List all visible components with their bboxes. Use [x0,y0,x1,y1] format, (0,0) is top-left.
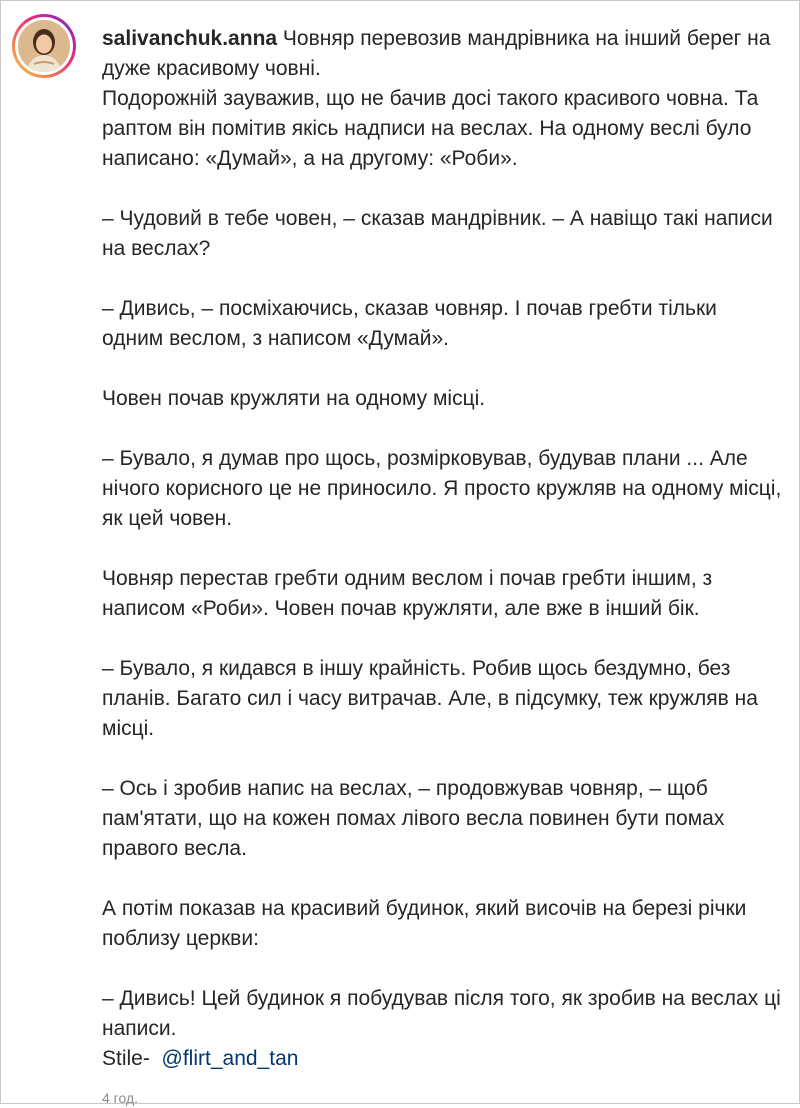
caption-text [102,24,782,1108]
avatar[interactable] [12,14,76,78]
caption-paragraph: – Бувало, я кидався в іншу крайність. Робив щось бездумно, без планів. Багато сил і часу витрачав. Але, в підсумку, теж кружляв на місці. [102,657,758,740]
caption-paragraph: – Дивись, – посміхаючись, сказав човняр. І почав гребти тільки одним веслом, з написом «Думай». [102,297,717,350]
caption-paragraph: Човен почав кружляти на одному місці. [102,387,486,410]
post-timestamp[interactable]: 4 год. [102,1090,139,1106]
caption-paragraph: – Ось і зробив напис на веслах, – продовжував човняр, – щоб пам'ятати, що на кожен помах лівого весла повинен бути помах правого весла. [102,777,725,860]
caption-paragraph: А потім показав на красивий будинок, який височів на березі річки поблизу церкви: [102,897,747,950]
credit-prefix: Stile- [102,1047,150,1070]
caption-first-paragraph [102,24,782,84]
caption-paragraph: – Дивись! Цей будинок я побудував після того, як зробив на веслах ці написи. [102,987,781,1040]
username-link[interactable]: salivanchuk.anna [102,27,278,50]
profile-photo-icon [18,20,70,72]
caption-paragraph: – Чудовий в тебе човен, – сказав мандрівник. – А навіщо такі написи на веслах? [102,207,773,260]
caption-first-line: Човняр перевозив мандрівника на інший берег на дуже красивому човні. [102,27,771,80]
avatar-photo [18,20,70,72]
credit-line [102,1044,782,1074]
caption-paragraph: Човняр перестав гребти одним веслом і почав гребти іншим, з написом «Роби». Човен почав кружляти, але вже в інший бік. [102,567,713,620]
caption-paragraph: – Бувало, я думав про щось, розмірковував, будував плани ... Але нічого корисного це не приносило. Я просто кружляв на одному місці, як цей човен. [102,447,782,530]
mention-link[interactable]: @flirt_and_tan [161,1047,299,1070]
avatar-ring-inner [15,17,73,75]
caption-paragraph: Подорожній зауважив, що не бачив досі такого красивого човна. Та раптом він помітив якісь надписи на веслах. На одному веслі було написано: «Думай», а на другому: «Роби». [102,87,759,170]
